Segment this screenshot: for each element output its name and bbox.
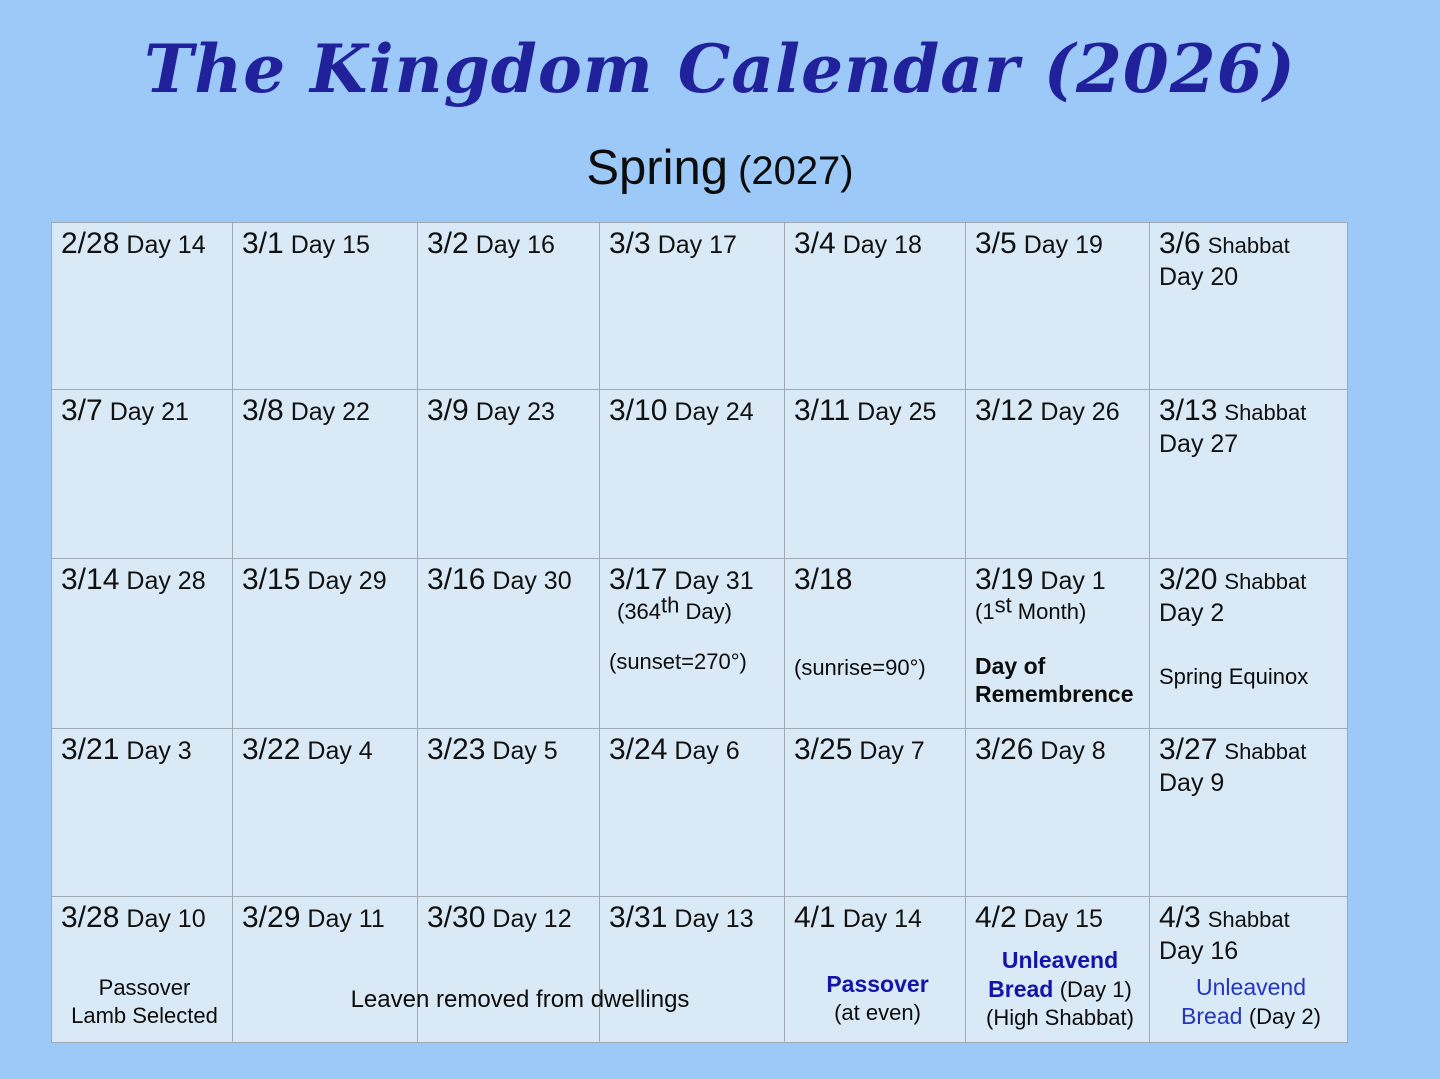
cell-date-line: 4/2 Day 15 <box>975 901 1103 934</box>
calendar-grid <box>51 222 1348 1043</box>
calendar-week-row-2 <box>52 390 1348 559</box>
calendar-cell-4-1 <box>785 897 966 1043</box>
cell-note-line: Unleavend <box>1196 974 1306 1001</box>
cell-date-line: 3/28 Day 10 <box>61 901 206 934</box>
cell-date-line: 3/13 Shabbat <box>1159 394 1307 427</box>
calendar-cell-4-3 <box>1150 897 1348 1043</box>
cell-date-line: 3/4 Day 18 <box>794 227 922 260</box>
calendar-cell-3-6 <box>1150 223 1348 390</box>
calendar-cell-3-4 <box>785 223 966 390</box>
cell-note-line: Day 2 <box>1159 599 1225 627</box>
cell-date-line: 3/3 Day 17 <box>609 227 737 260</box>
calendar-cell-3-10 <box>600 390 785 559</box>
calendar-cell-3-1 <box>233 223 418 390</box>
cell-note-line: (at even) <box>834 999 921 1025</box>
calendar-cell-3-9 <box>418 390 600 559</box>
calendar-cell-3-14 <box>52 559 233 729</box>
page-subtitle <box>0 140 1440 196</box>
leaven-removed-note: Leaven removed from dwellings <box>350 986 690 1013</box>
calendar-cell-3-16 <box>418 559 600 729</box>
calendar-cell-2-28 <box>52 223 233 390</box>
cell-note-line: Bread (Day 2) <box>1181 1003 1321 1029</box>
calendar-cell-3-23 <box>418 729 600 897</box>
calendar-week-row-1 <box>52 223 1348 390</box>
cell-note-line: Passover <box>826 971 929 997</box>
cell-date-line: 3/7 Day 21 <box>61 394 189 427</box>
calendar-cell-4-2 <box>966 897 1150 1043</box>
cell-date-line: 3/1 Day 15 <box>242 227 370 260</box>
cell-date-line: 3/8 Day 22 <box>242 394 370 427</box>
calendar-week-row-4 <box>52 729 1348 897</box>
cell-note-line: (sunset=270°) <box>609 648 747 674</box>
calendar-cell-3-20 <box>1150 559 1348 729</box>
cell-note-line: Day 27 <box>1159 430 1239 458</box>
cell-date-line: 3/23 Day 5 <box>427 733 558 766</box>
calendar-cell-3-13 <box>1150 390 1348 559</box>
calendar-cell-3-5 <box>966 223 1150 390</box>
cell-note-line: Day 16 <box>1159 937 1239 965</box>
cell-date-line: 3/10 Day 24 <box>609 394 754 427</box>
cell-note-line: (sunrise=90°) <box>794 655 926 680</box>
cell-date-line: 3/5 Day 19 <box>975 227 1103 260</box>
calendar-cell-3-11 <box>785 390 966 559</box>
subtitle-year: (2027) <box>738 149 854 193</box>
cell-note-line: Bread (Day 1) <box>988 975 1132 1002</box>
cell-date-line: 3/29 Day 11 <box>242 901 385 934</box>
cell-note-line: Passover <box>98 975 191 1000</box>
cell-date-line: 3/31 Day 13 <box>609 901 754 934</box>
calendar-cell-3-22 <box>233 729 418 897</box>
cell-date-line: 3/25 Day 7 <box>794 733 925 766</box>
calendar-cell-3-8 <box>233 390 418 559</box>
cell-date-line: 2/28 Day 14 <box>61 227 206 260</box>
calendar-cell-3-7 <box>52 390 233 559</box>
cell-date-line: 3/26 Day 8 <box>975 733 1106 766</box>
cell-date-line: 3/27 Shabbat <box>1159 733 1307 766</box>
calendar-cell-3-21 <box>52 729 233 897</box>
calendar-cell-3-2 <box>418 223 600 390</box>
cell-date-line: 3/19 Day 1 <box>975 563 1106 596</box>
calendar-cell-3-27 <box>1150 729 1348 897</box>
subtitle-season: Spring <box>586 141 728 195</box>
cell-date-line: 3/6 Shabbat <box>1159 227 1290 260</box>
calendar-cell-3-12 <box>966 390 1150 559</box>
cell-note-line: Unleavend <box>1001 947 1119 973</box>
cell-note-line: Spring Equinox <box>1159 664 1309 690</box>
calendar-cell-3-15 <box>233 559 418 729</box>
calendar-week-row-5 <box>52 897 1348 1043</box>
calendar-cell-3-29 <box>233 897 418 1043</box>
cell-date-line: 3/18 <box>794 563 853 596</box>
cell-note-line: Day of Remembrence <box>975 652 1134 708</box>
cell-date-line: 3/11 Day 25 <box>794 394 937 427</box>
cell-date-line: 3/20 Shabbat <box>1159 563 1307 596</box>
calendar-cell-3-30 <box>418 897 600 1043</box>
calendar-cell-3-18 <box>785 559 966 729</box>
cell-note-line: Day 9 <box>1159 769 1225 797</box>
cell-note-line: (1st Month) <box>975 592 1087 624</box>
cell-date-line: 3/15 Day 29 <box>242 563 387 596</box>
calendar-cell-3-19 <box>966 559 1150 729</box>
cell-date-line: 3/24 Day 6 <box>609 733 740 766</box>
page-title: The Kingdom Calendar (2026) <box>144 30 1296 108</box>
cell-date-line: 3/21 Day 3 <box>61 733 192 766</box>
cell-date-line: 3/9 Day 23 <box>427 394 555 427</box>
calendar-cell-3-31 <box>600 897 785 1043</box>
calendar-cell-3-17 <box>600 559 785 729</box>
cell-date-line: 4/3 Shabbat <box>1159 901 1290 934</box>
cell-date-line: 3/17 Day 31 <box>609 563 754 596</box>
cell-date-line: 4/1 Day 14 <box>794 901 922 934</box>
cell-note-line: (High Shabbat) <box>986 1004 1134 1030</box>
cell-date-line: 3/22 Day 4 <box>242 733 373 766</box>
cell-date-line: 3/16 Day 30 <box>427 563 572 596</box>
cell-date-line: 3/2 Day 16 <box>427 227 555 260</box>
cell-note-line: (364th Day) <box>617 592 732 624</box>
calendar-cell-3-28 <box>52 897 233 1043</box>
calendar-cell-3-26 <box>966 729 1150 897</box>
cell-date-line: 3/14 Day 28 <box>61 563 206 596</box>
calendar-week-row-3 <box>52 559 1348 729</box>
calendar-cell-3-25 <box>785 729 966 897</box>
cell-date-line: 3/12 Day 26 <box>975 394 1120 427</box>
calendar-cell-3-24 <box>600 729 785 897</box>
calendar-cell-3-3 <box>600 223 785 390</box>
cell-note-line: Lamb Selected <box>71 1002 218 1028</box>
cell-note-line: Day 20 <box>1159 263 1239 291</box>
cell-date-line: 3/30 Day 12 <box>427 901 572 934</box>
